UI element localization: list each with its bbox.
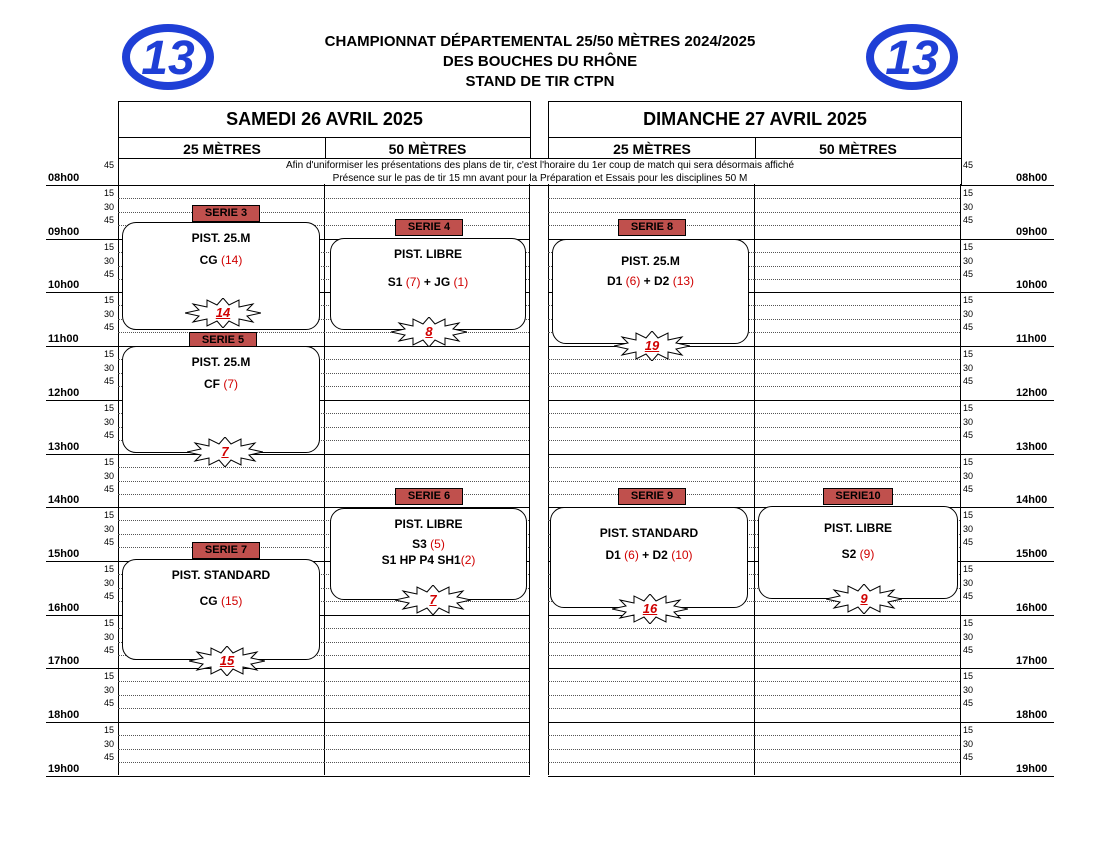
quarter-line (548, 198, 754, 199)
hour-label-right: 18h00 (1016, 709, 1048, 721)
minute-label-left: 15 (104, 242, 115, 252)
hour-label-left: 11h00 (48, 333, 79, 345)
minute-label-right: 30 (963, 685, 974, 695)
event-block-serie-4: PIST. LIBRE S1 (7) + JG (1) (330, 238, 526, 330)
minute-label-right: 45 (963, 591, 974, 601)
minute-label-right: 15 (963, 564, 974, 574)
minute-label-left: 45 (104, 484, 115, 494)
quarter-line (118, 762, 324, 763)
minute-label-left: 45 (104, 537, 115, 547)
serie-tag: SERIE 9 (618, 488, 686, 505)
hour-line (46, 454, 530, 455)
quarter-line (118, 534, 324, 535)
quarter-line (118, 198, 324, 199)
day-header-saturday (118, 101, 531, 159)
minute-label-right: 15 (963, 349, 974, 359)
quarter-line (324, 427, 529, 428)
count: 15 (224, 594, 239, 608)
hour-line (46, 722, 530, 723)
quarter-line (548, 681, 754, 682)
minute-label-left: 15 (104, 725, 115, 735)
hour-label-left: 16h00 (48, 602, 80, 614)
minute-label-right: 45 (963, 698, 974, 708)
serie-tag: SERIE 6 (395, 488, 463, 505)
quarter-line (754, 749, 960, 750)
event-title: PIST. 25.M (191, 355, 251, 369)
quarter-line (324, 467, 529, 468)
minute-label-left: 15 (104, 188, 115, 198)
quarter-line (754, 359, 960, 360)
starburst-total (614, 331, 690, 361)
minute-label-right: 30 (963, 256, 974, 266)
quarter-line (754, 212, 960, 213)
quarter-line (548, 708, 754, 709)
minute-label-left: 45 (104, 215, 115, 225)
event-title: PIST. 25.M (621, 254, 680, 268)
quarter-line (324, 655, 529, 656)
quarter-line (324, 198, 529, 199)
minute-label-right: 45 (963, 322, 974, 332)
minute-label-right: 15 (963, 725, 974, 735)
hour-label-right: 15h00 (1016, 548, 1048, 560)
quarter-line (324, 413, 529, 414)
hour-label-right: 16h00 (1016, 602, 1048, 614)
column-header-50m: 50 MÈTRES (819, 141, 897, 157)
hour-label-left: 08h00 (48, 172, 80, 184)
event-title: PIST. LIBRE (394, 517, 463, 531)
quarter-line (754, 332, 960, 333)
quarter-line (754, 681, 960, 682)
hour-line (548, 185, 1054, 186)
quarter-line (324, 695, 529, 696)
quarter-line (548, 642, 754, 643)
category: CF (203, 377, 220, 391)
quarter-line (118, 494, 324, 495)
quarter-line (754, 642, 960, 643)
serie-tag: SERIE10 (823, 488, 893, 505)
grid-vline (529, 184, 530, 775)
quarter-line (754, 655, 960, 656)
minute-label-right: 45 (963, 160, 974, 170)
minute-label-left: 30 (104, 685, 115, 695)
minute-label-right: 15 (963, 403, 974, 413)
quarter-line (754, 252, 960, 253)
hour-line (548, 668, 1054, 669)
quarter-line (118, 735, 324, 736)
event-title: PIST. LIBRE (393, 247, 462, 261)
minute-label-left: 45 (104, 591, 115, 601)
category: + JG (423, 275, 451, 289)
quarter-line (548, 427, 754, 428)
category: S1 (387, 275, 403, 289)
quarter-line (324, 642, 529, 643)
minute-label-left: 30 (104, 417, 115, 427)
starburst-total (185, 298, 261, 328)
minute-label-right: 45 (963, 430, 974, 440)
starburst-total (826, 584, 902, 614)
quarter-line (548, 695, 754, 696)
page-title-line3: STAND DE TIR CTPN (465, 73, 615, 90)
category: CG (199, 253, 218, 267)
quarter-line (324, 440, 529, 441)
hour-label-left: 19h00 (48, 763, 80, 775)
category: D1 (605, 548, 621, 562)
count: 13 (676, 274, 691, 288)
starburst-total (395, 585, 471, 615)
grid-vline (548, 184, 549, 775)
minute-label-right: 15 (963, 618, 974, 628)
hour-line (46, 185, 530, 186)
category: S1 HP P4 SH1 (381, 553, 461, 567)
quarter-line (118, 681, 324, 682)
minute-label-left: 30 (104, 739, 115, 749)
hour-label-right: 08h00 (1016, 172, 1048, 184)
hour-label-right: 17h00 (1016, 655, 1048, 667)
hour-label-right: 19h00 (1016, 763, 1048, 775)
total-count: 14 (215, 305, 231, 320)
minute-label-right: 30 (963, 524, 974, 534)
quarter-line (754, 373, 960, 374)
starburst-total (391, 317, 467, 347)
starburst-total (189, 646, 265, 676)
event-block-serie-9: PIST. STANDARD D1 (6) + D2 (10) (550, 507, 748, 608)
count: 5 (434, 537, 441, 551)
count: 1 (457, 275, 465, 289)
minute-label-right: 45 (963, 269, 974, 279)
quarter-line (118, 749, 324, 750)
minute-label-right: 15 (963, 671, 974, 681)
starburst-total (187, 437, 263, 467)
minute-label-right: 45 (963, 645, 974, 655)
hour-label-right: 12h00 (1016, 387, 1048, 399)
minute-label-left: 45 (104, 160, 115, 170)
minute-label-right: 45 (963, 376, 974, 386)
minute-label-right: 15 (963, 188, 974, 198)
day-title: DIMANCHE 27 AVRIL 2025 (643, 109, 867, 129)
minute-label-right: 30 (963, 578, 974, 588)
minute-label-right: 45 (963, 215, 974, 225)
minute-label-left: 45 (104, 430, 115, 440)
quarter-line (754, 628, 960, 629)
minute-label-left: 15 (104, 403, 115, 413)
serie-tag: SERIE 8 (618, 219, 686, 236)
grid-vline (754, 184, 755, 775)
count: 6 (629, 274, 637, 288)
minute-label-left: 15 (104, 295, 115, 305)
count: 7 (409, 275, 417, 289)
quarter-line (118, 708, 324, 709)
page-title-line2: DES BOUCHES DU RHÔNE (442, 53, 638, 70)
quarter-line (548, 413, 754, 414)
column-header-25m: 25 MÈTRES (613, 141, 691, 157)
total-count: 8 (425, 324, 433, 339)
event-title: PIST. STANDARD (171, 568, 271, 582)
grid-vline (960, 184, 961, 775)
quarter-line (324, 359, 529, 360)
event-block-serie-3: PIST. 25.M CG (14) (122, 222, 320, 330)
notice-line-2: Présence sur le pas de tir 15 mn avant pour la Préparation et Essais pour les disciplines 50 M (332, 173, 748, 184)
quarter-line (324, 373, 529, 374)
category: S2 (841, 547, 857, 561)
quarter-line (118, 481, 324, 482)
quarter-line (754, 427, 960, 428)
quarter-line (754, 762, 960, 763)
total-count: 15 (219, 653, 235, 668)
quarter-line (324, 708, 529, 709)
minute-label-left: 15 (104, 349, 115, 359)
count: 7 (227, 377, 235, 391)
grid-vline (118, 184, 119, 775)
quarter-line (754, 481, 960, 482)
quarter-line (754, 198, 960, 199)
minute-label-right: 30 (963, 309, 974, 319)
hour-label-right: 09h00 (1016, 226, 1048, 238)
minute-label-right: 30 (963, 632, 974, 642)
quarter-line (324, 628, 529, 629)
serie-tag: SERIE 5 (189, 332, 257, 349)
quarter-line (118, 520, 324, 521)
minute-label-right: 15 (963, 295, 974, 305)
total-count: 16 (642, 601, 658, 616)
quarter-line (754, 695, 960, 696)
hour-line (46, 776, 530, 777)
serie-tag: SERIE 7 (192, 542, 260, 559)
minute-label-left: 30 (104, 363, 115, 373)
minute-label-right: 30 (963, 363, 974, 373)
hour-label-right: 13h00 (1016, 441, 1048, 453)
notice-line-1: Afin d'uniformiser les présentations des plans de tir, c'est l'horaire du 1er coup de match qui sera désormais affiché (285, 160, 795, 171)
total-count: 9 (860, 591, 868, 606)
minute-label-left: 15 (104, 457, 115, 467)
quarter-line (754, 386, 960, 387)
quarter-line (754, 440, 960, 441)
quarter-line (754, 319, 960, 320)
count: 10 (675, 548, 689, 562)
minute-label-left: 30 (104, 309, 115, 319)
minute-label-left: 45 (104, 269, 115, 279)
quarter-line (118, 695, 324, 696)
page-title-line1: CHAMPIONNAT DÉPARTEMENTAL 25/50 MÈTRES 2024/2025 (324, 33, 756, 50)
quarter-line (118, 467, 324, 468)
minute-label-left: 30 (104, 471, 115, 481)
event-block-serie-5: PIST. 25.M CF (7) (122, 346, 320, 453)
minute-label-left: 30 (104, 256, 115, 266)
minute-label-right: 15 (963, 510, 974, 520)
event-title: PIST. LIBRE (823, 521, 892, 535)
count: 9 (863, 547, 871, 561)
minute-label-left: 45 (104, 645, 115, 655)
total-count: 19 (644, 338, 660, 353)
quarter-line (754, 225, 960, 226)
hour-line (548, 722, 1054, 723)
minute-label-right: 45 (963, 537, 974, 547)
count: 14 (224, 253, 239, 267)
hour-line (548, 454, 1054, 455)
minute-label-left: 45 (104, 322, 115, 332)
hour-label-right: 11h00 (1016, 333, 1047, 345)
event-block-serie-7: PIST. STANDARD CG (15) (122, 559, 320, 660)
hour-label-left: 12h00 (48, 387, 80, 399)
minute-label-left: 15 (104, 671, 115, 681)
quarter-line (548, 440, 754, 441)
quarter-line (754, 266, 960, 267)
event-block-serie-6: PIST. LIBRE S3 (5) S1 HP P4 SH1(2) (330, 508, 527, 600)
minute-label-right: 30 (963, 739, 974, 749)
quarter-line (324, 735, 529, 736)
serie-tag: SERIE 4 (395, 219, 463, 236)
minute-label-left: 15 (104, 564, 115, 574)
column-header-25m: 25 MÈTRES (183, 141, 261, 157)
minute-label-left: 30 (104, 202, 115, 212)
quarter-line (754, 735, 960, 736)
hour-label-right: 10h00 (1016, 279, 1048, 291)
event-title: PIST. STANDARD (599, 526, 699, 540)
hour-line (548, 400, 1054, 401)
quarter-line (754, 708, 960, 709)
hour-label-left: 15h00 (48, 548, 80, 560)
quarter-line (548, 481, 754, 482)
event-title: PIST. 25.M (191, 231, 251, 245)
minute-label-right: 30 (963, 417, 974, 427)
hour-line (46, 668, 530, 669)
hour-label-left: 10h00 (48, 279, 80, 291)
minute-label-left: 30 (104, 524, 115, 534)
category: D1 (606, 274, 623, 288)
quarter-line (324, 749, 529, 750)
logo-text: 13 (141, 32, 195, 85)
serie-tag: SERIE 3 (192, 205, 260, 222)
quarter-line (324, 386, 529, 387)
day-header-sunday (548, 101, 962, 159)
quarter-line (324, 681, 529, 682)
quarter-line (548, 762, 754, 763)
minute-label-left: 15 (104, 618, 115, 628)
quarter-line (548, 467, 754, 468)
category: + D2 (642, 548, 668, 562)
quarter-line (754, 279, 960, 280)
quarter-line (324, 212, 529, 213)
quarter-line (548, 655, 754, 656)
minute-label-left: 45 (104, 752, 115, 762)
notice-box (118, 158, 962, 186)
event-block-serie-8: PIST. 25.M D1 (6) + D2 (13) (552, 239, 749, 344)
minute-label-right: 30 (963, 202, 974, 212)
hour-label-left: 13h00 (48, 441, 80, 453)
minute-label-right: 15 (963, 457, 974, 467)
starburst-total (612, 594, 688, 624)
minute-label-left: 15 (104, 510, 115, 520)
day-title: SAMEDI 26 AVRIL 2025 (226, 109, 423, 129)
count: 6 (628, 548, 635, 562)
minute-label-left: 45 (104, 376, 115, 386)
category: CG (199, 594, 218, 608)
quarter-line (754, 467, 960, 468)
quarter-line (754, 413, 960, 414)
hour-label-left: 14h00 (48, 494, 80, 506)
quarter-line (754, 305, 960, 306)
minute-label-right: 15 (963, 242, 974, 252)
quarter-line (324, 762, 529, 763)
category: S3 (412, 537, 427, 551)
quarter-line (548, 212, 754, 213)
hour-label-left: 18h00 (48, 709, 80, 721)
category: + D2 (643, 274, 670, 288)
hour-line (548, 776, 1054, 777)
hour-label-left: 09h00 (48, 226, 80, 238)
quarter-line (548, 628, 754, 629)
hour-label-left: 17h00 (48, 655, 80, 667)
quarter-line (548, 749, 754, 750)
count: 2 (464, 553, 472, 567)
minute-label-left: 45 (104, 698, 115, 708)
total-count: 7 (429, 592, 437, 607)
grid-vline (324, 184, 325, 775)
quarter-line (324, 481, 529, 482)
column-header-50m: 50 MÈTRES (388, 141, 467, 157)
minute-label-right: 30 (963, 471, 974, 481)
quarter-line (548, 386, 754, 387)
quarter-line (548, 735, 754, 736)
minute-label-right: 45 (963, 752, 974, 762)
logo-text: 13 (885, 32, 939, 85)
hour-label-right: 14h00 (1016, 494, 1048, 506)
minute-label-left: 30 (104, 632, 115, 642)
total-count: 7 (221, 444, 229, 459)
minute-label-right: 45 (963, 484, 974, 494)
quarter-line (548, 373, 754, 374)
event-block-serie-10: PIST. LIBRE S2 (9) (758, 506, 958, 599)
minute-label-left: 30 (104, 578, 115, 588)
